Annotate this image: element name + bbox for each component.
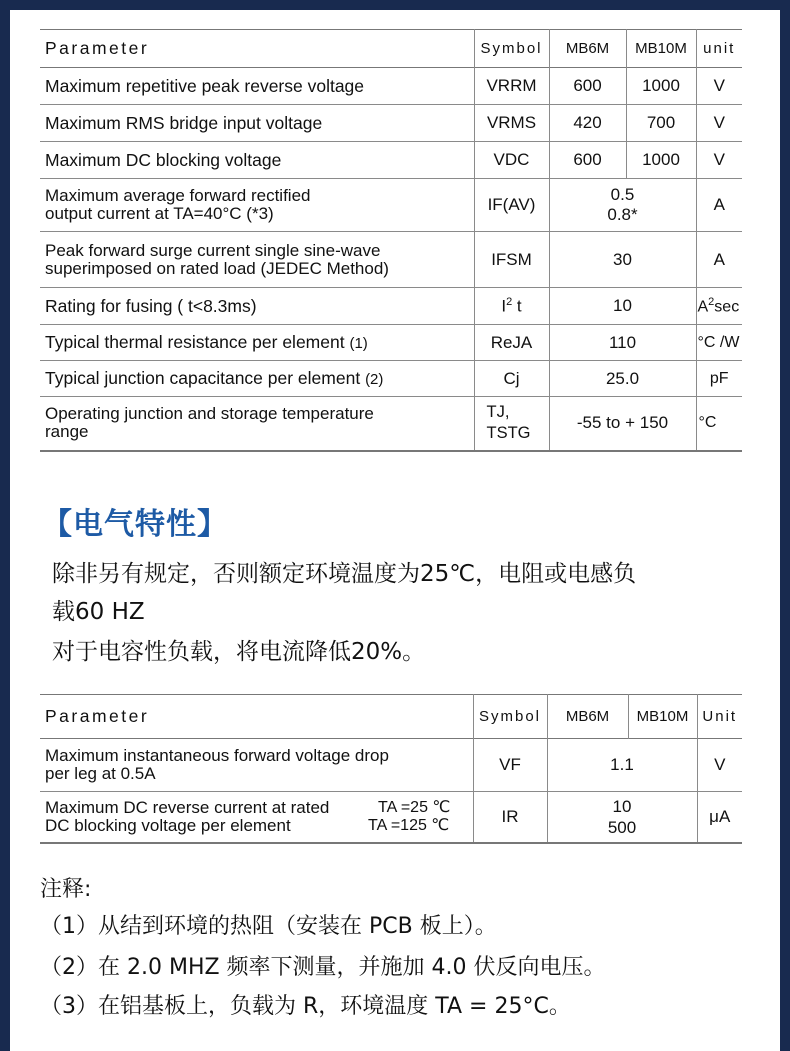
mb6m-cell: 600 (549, 142, 626, 179)
symbol-cell: VRMS (474, 105, 549, 142)
param-line-1: Operating junction and storage temperature (45, 404, 374, 424)
param-cell (40, 792, 473, 843)
table-row (40, 325, 742, 361)
param-line-1 (45, 799, 473, 817)
symbol-cell: VRRM (474, 68, 549, 105)
header-parameter: Parameter (45, 38, 150, 58)
unit-cell: °C /W (696, 325, 742, 361)
table-row (40, 792, 742, 843)
table-row (40, 361, 742, 397)
table-header-row (40, 695, 742, 739)
symbol-cell: IR (473, 792, 547, 843)
param-line-2: output current at TA=40°C (*3) (45, 204, 274, 223)
unit-base: A (697, 298, 709, 316)
note-item-2: （2）在 2.0 MHZ 频率下测量，并施加 4.0 伏反向电压。 (40, 955, 606, 980)
header-mb6m: MB6M (549, 30, 626, 68)
value-cell (547, 792, 697, 843)
header-unit: Unit (697, 695, 742, 739)
mb6m-cell: 600 (549, 68, 626, 105)
mb10m-cell: 700 (626, 105, 696, 142)
note-ref: (2) (365, 370, 384, 388)
param-cell: Maximum repetitive peak reverse voltage (45, 75, 365, 96)
param-line-1: Peak forward surge current single sine-wave (45, 240, 381, 260)
header-mb10m: MB10M (626, 30, 696, 68)
table-row (40, 397, 742, 451)
unit-cell: V (696, 142, 742, 179)
value-cell: 10 (549, 288, 696, 325)
table-row (40, 105, 742, 142)
param-line-1: Maximum instantaneous forward voltage drop (45, 746, 389, 765)
unit-cell (696, 288, 742, 325)
table-row (40, 232, 742, 288)
table-header-row (40, 30, 742, 68)
param-cell (40, 179, 474, 232)
param-cell (40, 397, 474, 451)
symbol-cell: IF(AV) (474, 179, 549, 232)
symbol-line-1: TJ, (486, 403, 510, 422)
param-line-2 (45, 817, 473, 835)
table-row (40, 68, 742, 105)
value-cell: 110 (549, 325, 696, 361)
condition-line-3: 对于电容性负载，将电流降低20%。 (52, 639, 426, 665)
header-symbol: Symbol (474, 30, 549, 68)
symbol-tail: t (516, 296, 522, 316)
unit-tail: sec (714, 298, 740, 316)
table-row (40, 288, 742, 325)
condition-line-1: 除非另有规定，否则额定环境温度为25℃，电阻或电感负 (52, 561, 637, 587)
param-cell: Maximum DC blocking voltage (45, 149, 282, 170)
param-text: Maximum DC reverse current at rated (45, 797, 330, 817)
value-line-2: 500 (607, 817, 637, 837)
header-symbol: Symbol (473, 695, 547, 739)
header-unit: unit (696, 30, 742, 68)
unit-cell: μA (697, 792, 742, 843)
param-cell: Maximum RMS bridge input voltage (45, 112, 323, 133)
param-text: Typical junction capacitance per element (45, 367, 361, 388)
value-cell: 30 (549, 232, 696, 288)
value-line-1: 10 (612, 796, 632, 816)
symbol-sup: 2 (506, 295, 513, 308)
symbol-cell: IFSM (474, 232, 549, 288)
unit-cell: A (696, 179, 742, 232)
value-cell: 25.0 (549, 361, 696, 397)
table-row (40, 142, 742, 179)
value-cell: -55 to + 150 (549, 397, 696, 451)
param-line-2: superimposed on rated load (JEDEC Method) (45, 258, 389, 278)
ratings-table (40, 29, 742, 452)
unit-cell: pF (696, 361, 742, 397)
param-line-1: Maximum average forward rectified (45, 186, 311, 205)
condition-text: TA =25 ℃ (378, 798, 451, 816)
unit-sup: 2 (708, 295, 715, 308)
mb10m-cell: 1000 (626, 68, 696, 105)
notes-title: 注释: (40, 877, 92, 902)
param-line-2: per leg at 0.5A (45, 764, 156, 783)
unit-cell: A (696, 232, 742, 288)
condition-line-2: 载60 HZ (52, 599, 145, 625)
mb6m-cell: 420 (549, 105, 626, 142)
symbol-base: I (501, 296, 507, 316)
condition-text: TA =125 ℃ (368, 816, 450, 834)
value-line-1: 0.5 (610, 185, 635, 204)
param-cell (40, 325, 474, 361)
symbol-cell: VF (473, 739, 547, 792)
unit-cell: V (696, 68, 742, 105)
value-cell: 1.1 (547, 739, 697, 792)
symbol-cell: Cj (474, 361, 549, 397)
param-text: DC blocking voltage per element (45, 815, 291, 835)
note-item-3: （3）在铝基板上，负载为 R，环境温度 TA = 25°C。 (40, 994, 571, 1019)
symbol-line-2: TSTG (486, 424, 531, 443)
header-mb6m: MB6M (547, 695, 628, 739)
unit-cell: V (697, 739, 742, 792)
unit-cell: °C (696, 397, 742, 451)
electrical-table (40, 694, 742, 844)
symbol-cell: ReJA (474, 325, 549, 361)
symbol-cell (474, 397, 549, 451)
header-mb10m: MB10M (628, 695, 697, 739)
note-ref: (1) (349, 334, 368, 352)
header-parameter: Parameter (45, 706, 150, 726)
mb10m-cell: 1000 (626, 142, 696, 179)
symbol-cell (474, 288, 549, 325)
table-row (40, 739, 742, 792)
value-line-2: 0.8* (607, 205, 638, 224)
note-item-1: （1）从结到环境的热阻（安装在 PCB 板上）。 (40, 914, 497, 939)
unit-cell: V (696, 105, 742, 142)
param-cell (40, 232, 474, 288)
symbol-cell: VDC (474, 142, 549, 179)
section-title: 【电气特性】 (42, 507, 228, 542)
param-text: Typical thermal resistance per element (45, 331, 345, 352)
table-row (40, 179, 742, 232)
value-cell (549, 179, 696, 232)
param-cell (40, 739, 473, 792)
param-cell (40, 361, 474, 397)
param-cell: Rating for fusing ( t<8.3ms) (45, 295, 257, 316)
param-line-2: range (45, 422, 89, 442)
